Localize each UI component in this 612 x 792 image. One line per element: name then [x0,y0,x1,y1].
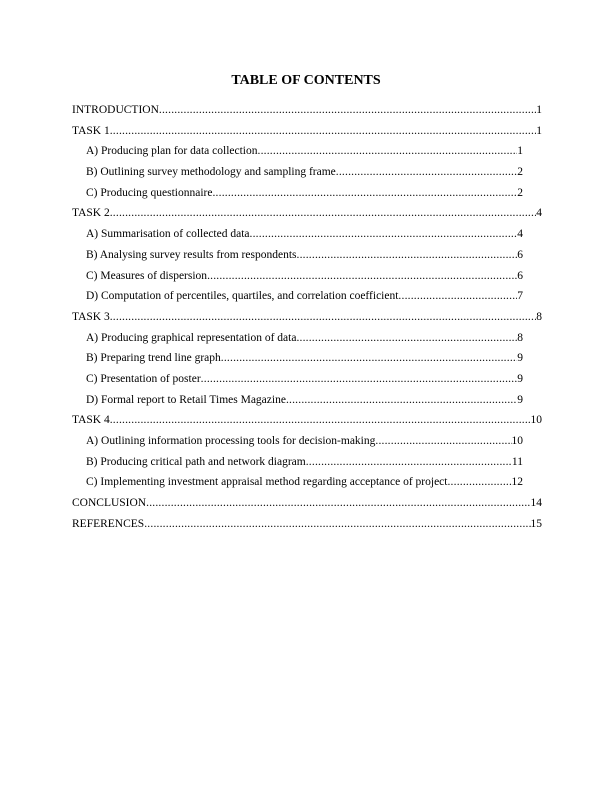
toc-entry-label: TASK 1 [72,124,110,137]
toc-entry-page: 8 [536,310,542,323]
toc-dot-leader [398,286,517,307]
toc-entry-label: A) Summarisation of collected data [86,228,250,241]
toc-entry-task-3-b[interactable] [72,348,523,369]
toc-list [72,100,542,534]
toc-entry-label: CONCLUSION [72,497,147,510]
toc-entry-label: INTRODUCTION [72,104,159,116]
toc-entry-page: 4 [536,207,542,220]
toc-dot-leader [144,514,530,535]
toc-entry-page: 7 [517,290,523,303]
toc-entry-label: A) Outlining information processing tools for decision-making [86,435,376,447]
toc-entry-task-3[interactable] [72,307,542,328]
toc-entry-label: B) Outlining survey methodology and sampling frame [86,166,336,179]
toc-entry-label: C) Presentation of poster [86,372,201,385]
toc-entry-label: B) Analysing survey results from respondents [86,248,297,261]
toc-dot-leader [110,203,537,224]
toc-dot-leader [336,162,517,183]
toc-dot-leader [207,266,517,287]
toc-entry-label: A) Producing graphical representation of data [86,331,297,344]
toc-dot-leader [306,452,512,473]
toc-entry-task-2-d[interactable] [72,286,523,307]
toc-entry-label: D) Formal report to Retail Times Magazine [86,393,286,406]
toc-entry-page: 6 [517,269,523,282]
toc-entry-page: 9 [517,393,523,406]
toc-entry-task-4[interactable] [72,410,542,431]
toc-dot-leader [221,348,517,369]
toc-dot-leader [297,245,518,266]
toc-entry-page: 15 [530,517,542,530]
toc-entry-task-3-c[interactable] [72,369,523,390]
toc-dot-leader [110,121,537,142]
toc-entry-label: C) Implementing investment appraisal method regarding acceptance of project [86,476,448,489]
toc-entry-references[interactable] [72,514,542,535]
toc-entry-task-1-a[interactable] [72,141,523,162]
toc-entry-task-4-b[interactable] [72,452,523,473]
toc-entry-page: 2 [517,166,523,179]
toc-entry-page: 14 [530,497,542,510]
toc-entry-task-3-d[interactable] [72,390,523,411]
toc-entry-label: B) Producing critical path and network diagram [86,455,306,468]
toc-dot-leader [201,369,518,390]
toc-entry-page: 9 [517,352,523,365]
toc-entry-label: B) Preparing trend line graph [86,352,221,365]
toc-entry-task-2[interactable] [72,203,542,224]
toc-entry-task-4-a[interactable] [72,431,523,452]
toc-entry-page: 10 [530,414,542,427]
toc-dot-leader [286,390,517,411]
toc-entry-page: 4 [517,228,523,241]
toc-entry-task-2-b[interactable] [72,245,523,266]
toc-entry-page: 11 [511,455,523,468]
toc-dot-leader [146,493,530,514]
toc-entry-page: 1 [536,104,542,116]
toc-dot-leader [447,472,511,493]
toc-entry-page: 8 [517,331,523,344]
toc-dot-leader [250,224,518,245]
toc-entry-label: TASK 2 [72,207,110,220]
toc-entry-task-2-c[interactable] [72,266,523,287]
toc-entry-page: 10 [511,435,523,447]
toc-dot-leader [258,141,518,162]
toc-entry-label: D) Computation of percentiles, quartiles, and correlation coefficient [86,290,399,303]
toc-entry-page: 1 [536,124,542,137]
toc-dot-leader [375,431,511,452]
toc-entry-page: 9 [517,372,523,385]
toc-entry-task-3-a[interactable] [72,328,523,349]
toc-entry-introduction[interactable] [72,100,542,121]
toc-entry-page: 12 [511,476,523,489]
toc-dot-leader [212,183,517,204]
toc-dot-leader [110,410,531,431]
toc-title: TABLE OF CONTENTS [231,73,381,88]
toc-dot-leader [296,328,517,349]
toc-entry-label: C) Measures of dispersion [86,269,208,282]
toc-entry-task-4-c[interactable] [72,472,523,493]
toc-entry-task-2-a[interactable] [72,224,523,245]
toc-entry-task-1[interactable] [72,121,542,142]
toc-entry-label: A) Producing plan for data collection [86,145,258,158]
toc-entry-page: 2 [517,186,523,199]
toc-entry-label: C) Producing questionnaire [86,186,213,199]
toc-entry-label: TASK 4 [72,414,110,427]
toc-entry-task-1-b[interactable] [72,162,523,183]
toc-dot-leader [110,307,537,328]
toc-entry-task-1-c[interactable] [72,183,523,204]
toc-entry-label: REFERENCES [72,517,145,530]
toc-entry-label: TASK 3 [72,310,110,323]
toc-entry-page: 6 [517,248,523,261]
toc-entry-page: 1 [517,145,523,158]
toc-entry-conclusion[interactable] [72,493,542,514]
toc-dot-leader [159,100,536,121]
